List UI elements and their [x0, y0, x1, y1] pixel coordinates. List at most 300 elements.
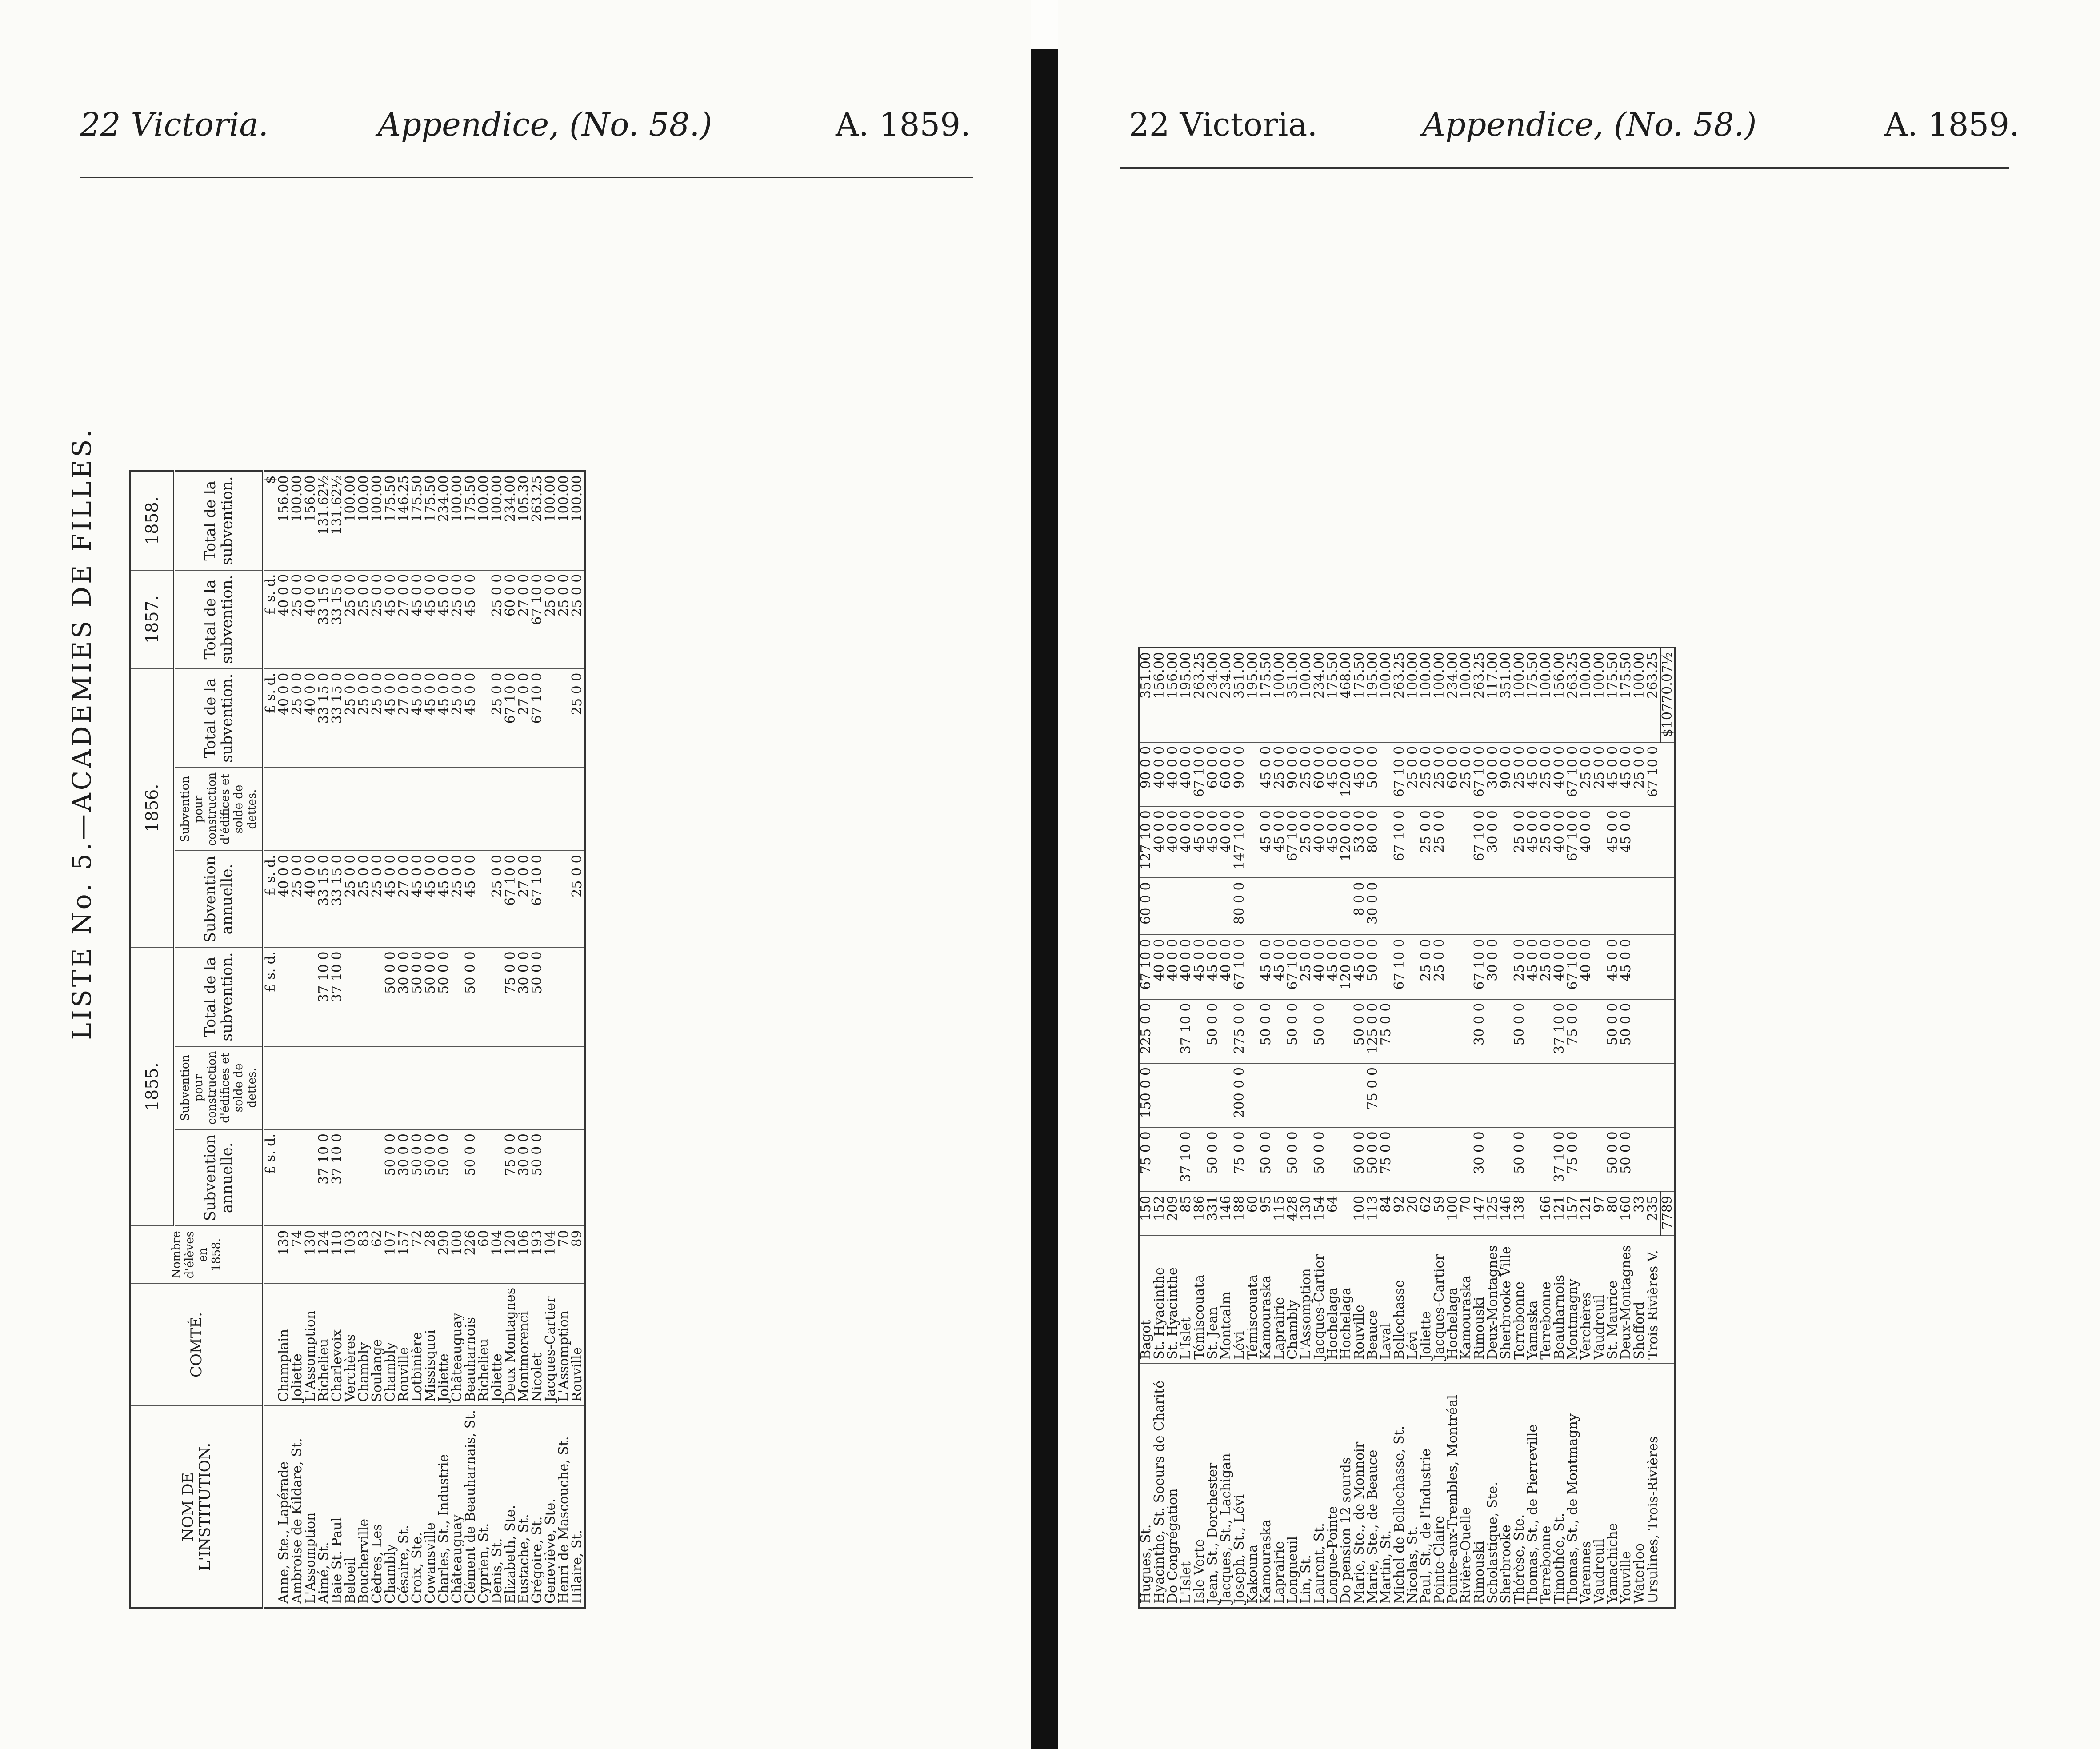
cell-b56: [1340, 878, 1353, 935]
cell-name: Anne, Ste., Lapérade: [277, 1406, 291, 1608]
header-year: A. 1859.: [1884, 106, 2020, 143]
cell-a55: 75 0 0: [1566, 1127, 1580, 1191]
academies-table-right: [1138, 647, 1676, 1609]
cell-b55: [1526, 1063, 1540, 1127]
cell-pupils: 103: [344, 1226, 357, 1284]
cell-t55: 50 0 0: [1620, 999, 1633, 1063]
cell-t57: 90 0 0: [1233, 742, 1246, 806]
cell-county: Terrebonne: [1513, 1236, 1526, 1364]
cell-a55: [1500, 1127, 1513, 1191]
cell-a55: [1406, 1127, 1420, 1191]
cell-b56: [344, 768, 357, 851]
cell-pupils: 62: [1420, 1192, 1433, 1236]
cell-t57: 25 0 0: [371, 570, 384, 669]
cell-b56: [1580, 878, 1593, 935]
cell-name: Terrebonne: [1540, 1364, 1553, 1608]
right-table-body: [1139, 648, 1660, 1608]
cell-t58: 100.00: [1420, 648, 1433, 742]
cell-pupils: 106: [517, 1226, 531, 1284]
cell-b56: [1286, 878, 1300, 935]
cell-pupils: 107: [384, 1226, 397, 1284]
cell-pupils: 100: [1446, 1192, 1460, 1236]
cell-a55: [1580, 1127, 1593, 1191]
cell-name: Ambroise de Kildare, St.: [291, 1406, 304, 1608]
cell-t55: [1220, 999, 1233, 1063]
cell-t56: 25 0 0: [344, 669, 357, 768]
cell-t55: 37 10 0: [331, 947, 344, 1046]
cell-pupils: 146: [1500, 1192, 1513, 1236]
cell-b55: [424, 1046, 437, 1130]
cell-pupils: 60: [1246, 1192, 1260, 1236]
cell-a55: [1340, 1127, 1353, 1191]
cell-name: Rimouski: [1473, 1364, 1486, 1608]
table-row: [557, 471, 571, 1608]
cell-b56: [1500, 878, 1513, 935]
cell-t56: 45 0 0: [384, 669, 397, 768]
cell-b56: [1393, 878, 1406, 935]
cell-a55: 50 0 0: [424, 1129, 437, 1226]
cell-b55: [357, 1046, 371, 1130]
currency-label: £ s. d.: [263, 851, 277, 947]
cell-t57: [1246, 742, 1260, 806]
cell-b56: [1646, 878, 1660, 935]
cell-b56: [1380, 878, 1393, 935]
cell-name: Youville: [1620, 1364, 1633, 1608]
cell-b55: [1326, 1063, 1340, 1127]
table-row: [1433, 648, 1446, 1608]
cell-a56: 40 0 0: [304, 851, 317, 947]
page-header: [0, 102, 1031, 156]
cell-b55: [451, 1046, 464, 1130]
cell-b55: [1193, 1063, 1206, 1127]
cell-t56: 127 10 0: [1139, 806, 1153, 878]
table-row: [1260, 648, 1273, 1608]
table-row: [1606, 648, 1620, 1608]
col-total-1855: Total de la subvention.: [174, 947, 263, 1046]
cell-t57: 40 0 0: [304, 570, 317, 669]
table-row: [1139, 648, 1153, 1608]
cell-a55: [304, 1129, 317, 1226]
cell-name: Jacques, St., Lachigan: [1220, 1364, 1233, 1608]
cell-t57: 60 0 0: [1446, 742, 1460, 806]
cell-t57: 25 0 0: [1406, 742, 1420, 806]
cell-a56: 45 0 0: [411, 851, 424, 947]
table-row: [1166, 648, 1180, 1608]
cell-pupils: 157: [397, 1226, 411, 1284]
cell-t55: [1393, 999, 1406, 1063]
table-row: [477, 471, 491, 1608]
cell-pupils: 150: [1139, 1192, 1153, 1236]
cell-t57: 25 0 0: [1433, 742, 1446, 806]
cell-name: Martin, St.: [1380, 1364, 1393, 1608]
cell-t58: 100.00: [1513, 648, 1526, 742]
cell-a55: [1246, 1127, 1260, 1191]
cell-t55: [491, 947, 504, 1046]
cell-t55: 30 0 0: [1473, 999, 1486, 1063]
cell-t58: 175.50: [1526, 648, 1540, 742]
cell-t55: 37 10 0: [317, 947, 331, 1046]
cell-pupils: 95: [1260, 1192, 1273, 1236]
cell-pupils: 130: [304, 1226, 317, 1284]
cell-name: Rivière-Ouelle: [1460, 1364, 1473, 1608]
cell-a55: [1540, 1127, 1553, 1191]
cell-b56: [331, 768, 344, 851]
cell-pupils: 428: [1286, 1192, 1300, 1236]
cell-b55: [1246, 1063, 1260, 1127]
cell-t55: 50 0 0: [384, 947, 397, 1046]
cell-pupils: 193: [531, 1226, 544, 1284]
cell-b56: [1180, 878, 1193, 935]
cell-t58: 175.50: [1260, 648, 1273, 742]
cell-t58: 100.00: [1300, 648, 1313, 742]
cell-b55: [464, 1046, 477, 1130]
cell-b55: [411, 1046, 424, 1130]
cell-a55: 50 0 0: [1366, 1127, 1380, 1191]
cell-name: Grégoire, St.: [531, 1406, 544, 1608]
cell-a56: 25 0 0: [371, 851, 384, 947]
cell-t55: 50 0 0: [531, 947, 544, 1046]
cell-a56: [477, 851, 491, 947]
cell-b55: [544, 1046, 557, 1130]
cell-a56: [1246, 935, 1260, 999]
cell-t58: 100.00: [1406, 648, 1420, 742]
cell-t56: 40 0 0: [1220, 806, 1233, 878]
cell-county: Rouville: [397, 1284, 411, 1406]
cell-t55: [1273, 999, 1286, 1063]
cell-pupils: 92: [1393, 1192, 1406, 1236]
cell-t55: [1540, 999, 1553, 1063]
cell-pupils: 70: [1460, 1192, 1473, 1236]
cell-t58: 263.25: [1473, 648, 1486, 742]
cell-name: Elizabeth, Ste.: [504, 1406, 517, 1608]
cell-name: Marie, Ste., de Beauce: [1366, 1364, 1380, 1608]
cell-b56: [1460, 878, 1473, 935]
cell-name: Marie, Ste., de Monnoir: [1353, 1364, 1366, 1608]
cell-county: Montmagny: [1566, 1236, 1580, 1364]
cell-t55: [1406, 999, 1420, 1063]
cell-name: Longueuil: [1286, 1364, 1300, 1608]
cell-a55: [1193, 1127, 1206, 1191]
cell-county: Vaudreuil: [1593, 1236, 1606, 1364]
cell-county: Hochelaga: [1326, 1236, 1340, 1364]
cell-t56: 67 10 0: [531, 669, 544, 768]
cell-t55: [1153, 999, 1166, 1063]
cell-t56: [1633, 806, 1646, 878]
cell-a55: [1526, 1127, 1540, 1191]
table-row: [1633, 648, 1646, 1608]
cell-name: Kakouna: [1246, 1364, 1260, 1608]
cell-pupils: 97: [1593, 1192, 1606, 1236]
cell-name: Denis, St.: [491, 1406, 504, 1608]
cell-t55: [1446, 999, 1460, 1063]
cell-t58: 234.00: [437, 471, 451, 570]
cell-b55: [1473, 1063, 1486, 1127]
cell-a56: 67 10 0: [1566, 935, 1580, 999]
cell-county: Montmorenci: [517, 1284, 531, 1406]
cell-name: Joseph, St., Lévi: [1233, 1364, 1246, 1608]
cell-b55: [1380, 1063, 1393, 1127]
cell-a55: 37 10 0: [1553, 1127, 1566, 1191]
cell-t55: [477, 947, 491, 1046]
col-county: COMTÉ.: [130, 1284, 263, 1406]
table-row: [1300, 648, 1313, 1608]
cell-b56: [1326, 878, 1340, 935]
cell-a55: [1220, 1127, 1233, 1191]
cell-t58: 100.00: [544, 471, 557, 570]
cell-t56: 30 0 0: [1486, 806, 1500, 878]
cell-a55: 50 0 0: [411, 1129, 424, 1226]
cell-name: Chambly: [384, 1406, 397, 1608]
cell-county: L'Assomption: [557, 1284, 571, 1406]
cell-pupils: 72: [411, 1226, 424, 1284]
cell-county: St. Maurice: [1606, 1236, 1620, 1364]
cell-a55: [557, 1129, 571, 1226]
table-row: [1313, 648, 1326, 1608]
cell-t56: 40 0 0: [1153, 806, 1166, 878]
cell-county: Bellechasse: [1393, 1236, 1406, 1364]
cell-a56: 30 0 0: [1486, 935, 1500, 999]
cell-name: Baie St. Paul: [331, 1406, 344, 1608]
cell-b55: [477, 1046, 491, 1130]
cell-a56: [1460, 935, 1473, 999]
cell-t56: 45 0 0: [1620, 806, 1633, 878]
cell-t57: 40 0 0: [1180, 742, 1193, 806]
cell-name: Lin, St.: [1300, 1364, 1313, 1608]
cell-county: Joliette: [491, 1284, 504, 1406]
cell-pupils: 209: [1166, 1192, 1180, 1236]
cell-a56: 67 10 0: [1139, 935, 1153, 999]
cell-t55: [1593, 999, 1606, 1063]
right-page: [1058, 0, 2100, 1749]
col-year-1858: 1858.: [130, 471, 174, 570]
cell-b56: [464, 768, 477, 851]
cell-pupils: 89: [571, 1226, 585, 1284]
cell-pupils: 235: [1646, 1192, 1660, 1236]
cell-t57: 33 15 0: [331, 570, 344, 669]
cell-b56: [1166, 878, 1180, 935]
cell-t57: 25 0 0: [1420, 742, 1433, 806]
cell-t55: 75 0 0: [1566, 999, 1580, 1063]
cell-t58: 100.00: [1593, 648, 1606, 742]
cell-t56: 67 10 0: [1286, 806, 1300, 878]
cell-pupils: 28: [424, 1226, 437, 1284]
cell-b55: [437, 1046, 451, 1130]
col-year-1856: 1856.: [130, 669, 174, 948]
cell-a56: 67 10 0: [531, 851, 544, 947]
header-rule: [1120, 167, 2009, 169]
cell-b55: [1180, 1063, 1193, 1127]
cell-county: Beauharnois: [464, 1284, 477, 1406]
cell-t57: 27 0 0: [517, 570, 531, 669]
cell-a55: 50 0 0: [1353, 1127, 1366, 1191]
cell-t57: 60 0 0: [504, 570, 517, 669]
cell-t56: [1446, 806, 1460, 878]
cell-b55: [1500, 1063, 1513, 1127]
cell-t58: 100.00: [1380, 648, 1393, 742]
cell-b56: [317, 768, 331, 851]
cell-t56: 25 0 0: [291, 669, 304, 768]
table-row: [1353, 648, 1366, 1608]
cell-b55: [1540, 1063, 1553, 1127]
col-year-1855: 1855.: [130, 947, 174, 1226]
cell-pupils: 110: [331, 1226, 344, 1284]
cell-b55: [1633, 1063, 1646, 1127]
cell-t56: 45 0 0: [1526, 806, 1540, 878]
cell-b56: [1620, 878, 1633, 935]
cell-county: Beauce: [1366, 1236, 1380, 1364]
cell-t56: [1593, 806, 1606, 878]
cell-b56: [1473, 878, 1486, 935]
cell-name: Hilaire, St.: [571, 1406, 585, 1608]
cell-name: L'Islet: [1180, 1364, 1193, 1608]
cell-b56: [531, 768, 544, 851]
col-year-1857: 1857.: [130, 570, 174, 669]
cell-t55: 225 0 0: [1139, 999, 1153, 1063]
table-row: [1366, 648, 1380, 1608]
cell-t55: [1580, 999, 1593, 1063]
cell-t55: 50 0 0: [1353, 999, 1366, 1063]
cell-pupils: 290: [437, 1226, 451, 1284]
table-row: [491, 471, 504, 1608]
cell-t58: 263.25: [1646, 648, 1660, 742]
cell-name: Châteauguay: [451, 1406, 464, 1608]
cell-b55: [397, 1046, 411, 1130]
cell-t56: 40 0 0: [1580, 806, 1593, 878]
cell-a55: [451, 1129, 464, 1226]
cell-pupils: 146: [1220, 1192, 1233, 1236]
cell-a56: 27 0 0: [397, 851, 411, 947]
cell-name: Longue-Pointe: [1326, 1364, 1340, 1608]
cell-a56: 40 0 0: [1553, 935, 1566, 999]
cell-b55: [1513, 1063, 1526, 1127]
cell-a56: 67 10 0: [1393, 935, 1406, 999]
cell-a55: 30 0 0: [397, 1129, 411, 1226]
cell-t56: 53 0 0: [1353, 806, 1366, 878]
cell-b56: [1153, 878, 1166, 935]
cell-a55: 75 0 0: [1380, 1127, 1393, 1191]
cell-a55: 50 0 0: [384, 1129, 397, 1226]
cell-t56: 25 0 0: [357, 669, 371, 768]
cell-b55: 75 0 0: [1366, 1063, 1380, 1127]
cell-b56: [1313, 878, 1326, 935]
table-row: [1500, 648, 1513, 1608]
cell-b55: [1593, 1063, 1606, 1127]
cell-b55: [571, 1046, 585, 1130]
cell-county: Jacques-Cartier: [1433, 1236, 1446, 1364]
cell-b56: 60 0 0: [1139, 878, 1153, 935]
cell-t55: 37 10 0: [1553, 999, 1566, 1063]
cell-b56: [557, 768, 571, 851]
header-appendix: Appendice, (No. 58.): [378, 106, 712, 143]
cell-a55: [1326, 1127, 1340, 1191]
cell-a55: [1433, 1127, 1446, 1191]
cell-t58: 175.50: [411, 471, 424, 570]
cell-t55: [1526, 999, 1540, 1063]
cell-pupils: 20: [1406, 1192, 1420, 1236]
cell-b56: [1273, 878, 1286, 935]
cell-b55: [384, 1046, 397, 1130]
cell-county: Missisquoi: [424, 1284, 437, 1406]
cell-county: Montcalm: [1220, 1236, 1233, 1364]
cell-t57: 67 10 0: [1646, 742, 1660, 806]
cell-a56: 25 0 0: [451, 851, 464, 947]
cell-t57: 33 15 0: [317, 570, 331, 669]
table-row: [1180, 648, 1193, 1608]
cell-name: Boucherville: [357, 1406, 371, 1608]
cell-t56: 45 0 0: [1606, 806, 1620, 878]
cell-t55: 50 0 0: [424, 947, 437, 1046]
cell-a56: [544, 851, 557, 947]
cell-a56: 45 0 0: [1606, 935, 1620, 999]
cell-pupils: 80: [1606, 1192, 1620, 1236]
cell-b55: [1286, 1063, 1300, 1127]
cell-t56: 67 10 0: [1566, 806, 1580, 878]
cell-name: Thomas, St., de Montmagny: [1566, 1364, 1580, 1608]
cell-a56: 67 10 0: [1233, 935, 1246, 999]
cell-t58: 175.50: [1606, 648, 1620, 742]
table-row: [1340, 648, 1353, 1608]
cell-a56: [1446, 935, 1460, 999]
page-header: [1058, 102, 2100, 156]
cell-name: Vaudreuil: [1593, 1364, 1606, 1608]
cell-t55: 37 10 0: [1180, 999, 1193, 1063]
cell-a56: 45 0 0: [384, 851, 397, 947]
cell-t57: 45 0 0: [411, 570, 424, 669]
cell-pupils: 85: [1180, 1192, 1193, 1236]
col-total-1856: Total de la subvention.: [174, 669, 263, 768]
cell-pupils: 59: [1433, 1192, 1446, 1236]
cell-t57: 45 0 0: [1606, 742, 1620, 806]
cell-b56: [291, 768, 304, 851]
cell-pupils: 33: [1633, 1192, 1646, 1236]
cell-name: Scholastique, Ste.: [1486, 1364, 1500, 1608]
cell-a56: 25 0 0: [1540, 935, 1553, 999]
cell-county: Châteauguay: [451, 1284, 464, 1406]
cell-a56: 25 0 0: [571, 851, 585, 947]
academies-table-left: [129, 470, 586, 1609]
cell-t56: 120 0 0: [1340, 806, 1353, 878]
cell-t57: 45 0 0: [384, 570, 397, 669]
cell-pupils: 104: [491, 1226, 504, 1284]
list-title: LISTE No. 5.—ACADEMIES DE FILLES.: [67, 427, 97, 1040]
cell-t57: 50 0 0: [1366, 742, 1380, 806]
cell-county: Jacques-Cartier: [544, 1284, 557, 1406]
left-page: [0, 0, 1031, 1749]
cell-b56: [371, 768, 384, 851]
cell-t58: 100.00: [291, 471, 304, 570]
cell-county: Richelieu: [477, 1284, 491, 1406]
cell-b55: [1206, 1063, 1220, 1127]
cell-county: Charlevoix: [331, 1284, 344, 1406]
cell-b56: [1593, 878, 1606, 935]
cell-county: Témiscouata: [1246, 1236, 1260, 1364]
cell-county: Joliette: [437, 1284, 451, 1406]
cell-t58: 156.00: [1553, 648, 1566, 742]
cell-t57: 27 0 0: [397, 570, 411, 669]
cell-t56: 33 15 0: [331, 669, 344, 768]
total-pupils: 7789: [1660, 1192, 1676, 1236]
cell-t56: [477, 669, 491, 768]
cell-b55: [1486, 1063, 1500, 1127]
cell-t56: 67 10 0: [1393, 806, 1406, 878]
cell-t56: 67 10 0: [1473, 806, 1486, 878]
cell-a55: [1273, 1127, 1286, 1191]
cell-a55: 50 0 0: [1260, 1127, 1273, 1191]
cell-t58: 351.00: [1286, 648, 1300, 742]
cell-t58: 100.00: [477, 471, 491, 570]
cell-t55: 50 0 0: [464, 947, 477, 1046]
cell-b55: [1606, 1063, 1620, 1127]
